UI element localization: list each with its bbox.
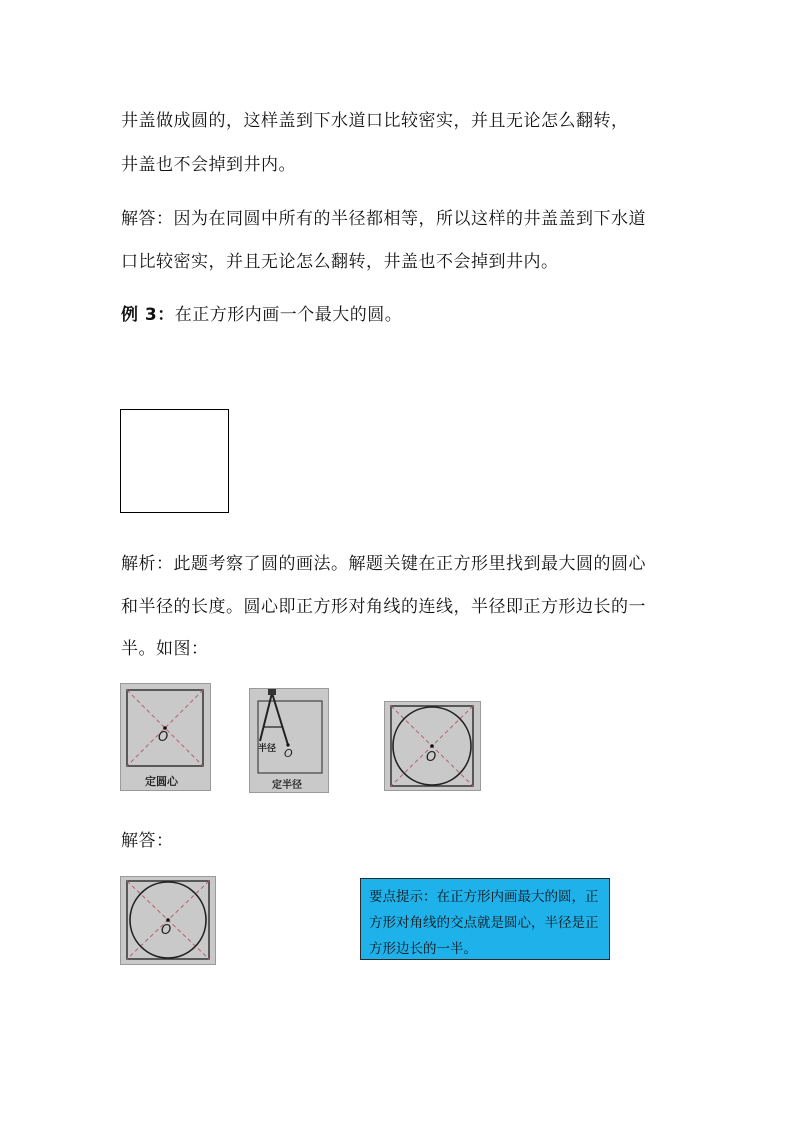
answer-label: 解答： (121, 831, 174, 851)
example-text: 在正方形内画一个最大的圆。 (174, 305, 403, 325)
photo-locate-center (120, 683, 211, 791)
photo-locate-radius (249, 688, 329, 793)
center-label: O (158, 730, 169, 745)
center-label: O (284, 747, 293, 760)
note-text: 要点提示：在正方形内画最大的圆，正方形对角线的交点就是圆心，半径是正方形边长的一半。 (369, 889, 599, 957)
key-point-note (360, 878, 610, 960)
paragraph-line: 井盖也不会掉到井内。 (121, 155, 296, 175)
radius-tag: 半径 (258, 744, 277, 754)
analysis-line: 半。如图： (121, 639, 209, 659)
empty-square-figure (120, 409, 229, 513)
paragraph-line: 井盖做成圆的，这样盖到下水道口比较密实，并且无论怎么翻转， (121, 111, 629, 131)
answer-line: 解答：因为在同圆中所有的半径都相等，所以这样的井盖盖到下水道 (121, 209, 646, 229)
analysis-line: 和半径的长度。圆心即正方形对角线的连线，半径即正方形边长的一 (121, 597, 646, 617)
caption-center: 定圆心 (145, 775, 178, 788)
center-label: O (161, 923, 172, 938)
answer-figure (120, 876, 216, 965)
center-label: O (426, 750, 437, 765)
analysis-line: 解析：此题考察了圆的画法。解题关键在正方形里找到最大圆的圆心 (121, 554, 646, 574)
caption-radius: 定半径 (272, 780, 302, 791)
example-label: 例 3： (121, 305, 175, 325)
example-line (121, 300, 402, 325)
answer-line: 口比较密实，并且无论怎么翻转，井盖也不会掉到井内。 (121, 252, 559, 272)
photo-finished-circle (384, 701, 481, 791)
